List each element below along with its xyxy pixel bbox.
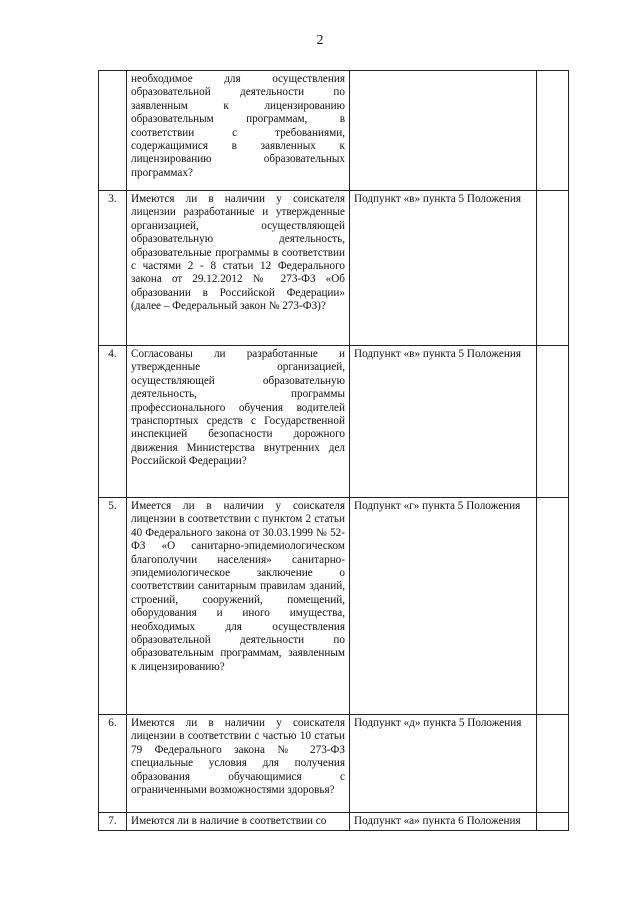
question-text: Имеется ли в наличии у соискателя лицензии в соответствии с пунктом 2 статьи 40 Федерального закона от 30.03.1999 № 52-ФЗ «О санитарно-эпидемиологическом благополучии населения» санитарно-эпидемиологическое заключение о соответствии санитарным правилам зданий, строений, сооружений, помещений, оборудования и иного имущества, необходимых для осуществления образовательной деятельности по образовательным программам, заявленным к лицензированию? (127, 498, 350, 715)
table-row (99, 498, 569, 715)
question-text: необходимое для осуществления образовательной деятельности по заявленным к лицензированию образовательным программам, в соответствии с требованиями, содержащимися в заявленных к лицензированию образовательных программах? (127, 71, 350, 191)
row-number: 7. (99, 813, 127, 831)
row-number: 5. (99, 498, 127, 715)
table-row (99, 346, 569, 498)
page-number: 2 (316, 33, 324, 48)
row-number: 6. (99, 715, 127, 813)
table-row (99, 71, 569, 191)
answer-cell (537, 191, 569, 346)
table-row (99, 813, 569, 831)
answer-cell (537, 813, 569, 831)
regulation-reference: Подпункт «в» пункта 5 Положения (350, 346, 537, 498)
regulation-reference: Подпункт «д» пункта 5 Положения (350, 715, 537, 813)
checklist-table (98, 70, 569, 831)
table-row (99, 715, 569, 813)
row-number: 3. (99, 191, 127, 346)
regulation-reference (350, 71, 537, 191)
question-text: Имеются ли в наличии у соискателя лицензии разработанные и утвержденные организацией, осуществляющей образовательную деятельность, образовательные программы в соответствии с частями 2 - 8 статьи 12 Федерального закона от 29.12.2012 № 273-ФЗ «Об образовании в Российской Федерации» (далее – Федеральный закон № 273-ФЗ)? (127, 191, 350, 346)
answer-cell (537, 715, 569, 813)
question-text: Имеются ли в наличии у соискателя лицензии в соответствии с частью 10 статьи 79 Федерального закона № 273-ФЗ специальные условия для получения образования обучающимися с ограниченными возможностями здоровья? (127, 715, 350, 813)
answer-cell (537, 498, 569, 715)
regulation-reference: Подпункт «г» пункта 5 Положения (350, 498, 537, 715)
row-number: 4. (99, 346, 127, 498)
answer-cell (537, 71, 569, 191)
question-text: Имеются ли в наличие в соответствии со (127, 813, 350, 831)
regulation-reference: Подпункт «а» пункта 6 Положения (350, 813, 537, 831)
table-row (99, 191, 569, 346)
question-text: Согласованы ли разработанные и утвержденные организацией, осуществляющей образовательную деятельность, программы профессионального обучения водителей транспортных средств с Государственной инспекцией безопасности дорожного движения Министерства внутренних дел Российской Федерации? (127, 346, 350, 498)
row-number (99, 71, 127, 191)
answer-cell (537, 346, 569, 498)
regulation-reference: Подпункт «в» пункта 5 Положения (350, 191, 537, 346)
